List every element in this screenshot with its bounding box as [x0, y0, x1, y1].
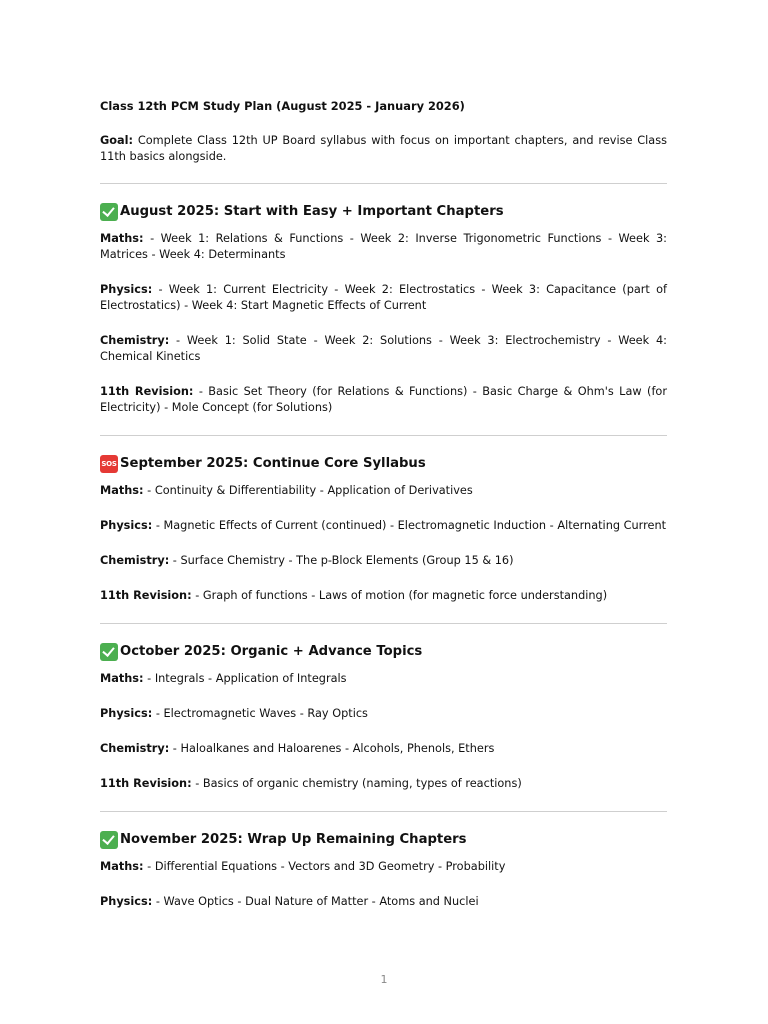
goal-label: Goal:	[100, 134, 134, 147]
entry-label: Maths:	[100, 860, 144, 873]
entry-revision	[100, 384, 667, 416]
section-september	[100, 454, 667, 604]
entry-label: Maths:	[100, 484, 144, 497]
page-number: 1	[380, 973, 388, 986]
entry-label: Physics:	[100, 895, 153, 908]
entry-label: Maths:	[100, 232, 144, 245]
section-october	[100, 642, 667, 792]
entry-maths	[100, 231, 667, 263]
entry-text: - Week 1: Solid State - Week 2: Solutions - Week 3: Electrochemistry - Week 4: Chemical Kinetics	[100, 334, 667, 363]
entry-label: Physics:	[100, 707, 153, 720]
entry-physics	[100, 518, 667, 534]
entry-text: - Week 1: Current Electricity - Week 2: Electrostatics - Week 3: Capacitance (part of Electrostatics) - Week 4: Start Magnetic Effects of Current	[100, 283, 667, 312]
entry-revision	[100, 588, 667, 604]
entry-chemistry	[100, 333, 667, 365]
sos-icon: SOS	[100, 455, 118, 473]
entry-label: Maths:	[100, 672, 144, 685]
entry-label: Chemistry:	[100, 334, 170, 347]
entry-chemistry	[100, 741, 667, 757]
entry-maths	[100, 671, 667, 687]
entry-text: - Graph of functions - Laws of motion (for magnetic force understanding)	[191, 589, 608, 602]
section-divider	[100, 811, 667, 812]
goal-text: Complete Class 12th UP Board syllabus with focus on important chapters, and revise Class 11th basics alongside.	[100, 134, 667, 163]
entry-text: - Electromagnetic Waves - Ray Optics	[152, 707, 368, 720]
check-mark-icon	[100, 203, 118, 221]
section-heading-text: November 2025: Wrap Up Remaining Chapters	[120, 832, 467, 847]
section-heading-text: August 2025: Start with Easy + Important Chapters	[120, 204, 504, 219]
entry-text: - Week 1: Relations & Functions - Week 2: Inverse Trigonometric Functions - Week 3: Matrices - Week 4: Determinants	[100, 232, 667, 261]
section-heading	[100, 202, 667, 222]
section-heading	[100, 642, 667, 662]
entry-label: Chemistry:	[100, 742, 170, 755]
document-page	[100, 98, 667, 929]
entry-text: - Integrals - Application of Integrals	[143, 672, 347, 685]
entry-physics	[100, 282, 667, 314]
section-heading	[100, 830, 667, 850]
entry-physics	[100, 894, 667, 910]
entry-revision	[100, 776, 667, 792]
entry-label: Chemistry:	[100, 554, 170, 567]
entry-label: 11th Revision:	[100, 589, 192, 602]
entry-physics	[100, 706, 667, 722]
entry-chemistry	[100, 553, 667, 569]
section-divider	[100, 435, 667, 436]
entry-text: - Surface Chemistry - The p-Block Elements (Group 15 & 16)	[169, 554, 514, 567]
entry-label: 11th Revision:	[100, 385, 194, 398]
section-heading-text: September 2025: Continue Core Syllabus	[120, 456, 426, 471]
entry-text: - Basics of organic chemistry (naming, types of reactions)	[191, 777, 522, 790]
entry-maths	[100, 859, 667, 875]
entry-label: 11th Revision:	[100, 777, 192, 790]
check-mark-icon	[100, 831, 118, 849]
entry-label: Physics:	[100, 283, 153, 296]
entry-label: Physics:	[100, 519, 153, 532]
entry-text: - Wave Optics - Dual Nature of Matter - Atoms and Nuclei	[152, 895, 479, 908]
entry-maths	[100, 483, 667, 499]
section-november	[100, 830, 667, 910]
entry-text: - Magnetic Effects of Current (continued) - Electromagnetic Induction - Alternating Current	[152, 519, 667, 532]
document-title: Class 12th PCM Study Plan (August 2025 - January 2026)	[100, 99, 465, 113]
entry-text: - Basic Set Theory (for Relations & Functions) - Basic Charge & Ohm's Law (for Electricity) - Mole Concept (for Solutions)	[100, 385, 667, 414]
section-divider	[100, 183, 667, 184]
section-divider	[100, 623, 667, 624]
entry-text: - Haloalkanes and Haloarenes - Alcohols, Phenols, Ethers	[169, 742, 495, 755]
entry-text: - Differential Equations - Vectors and 3D Geometry - Probability	[143, 860, 506, 873]
check-mark-icon	[100, 643, 118, 661]
section-heading-text: October 2025: Organic + Advance Topics	[120, 644, 423, 659]
entry-text: - Continuity & Differentiability - Application of Derivatives	[143, 484, 473, 497]
section-august	[100, 202, 667, 416]
goal-paragraph	[100, 133, 667, 165]
section-heading	[100, 454, 667, 474]
